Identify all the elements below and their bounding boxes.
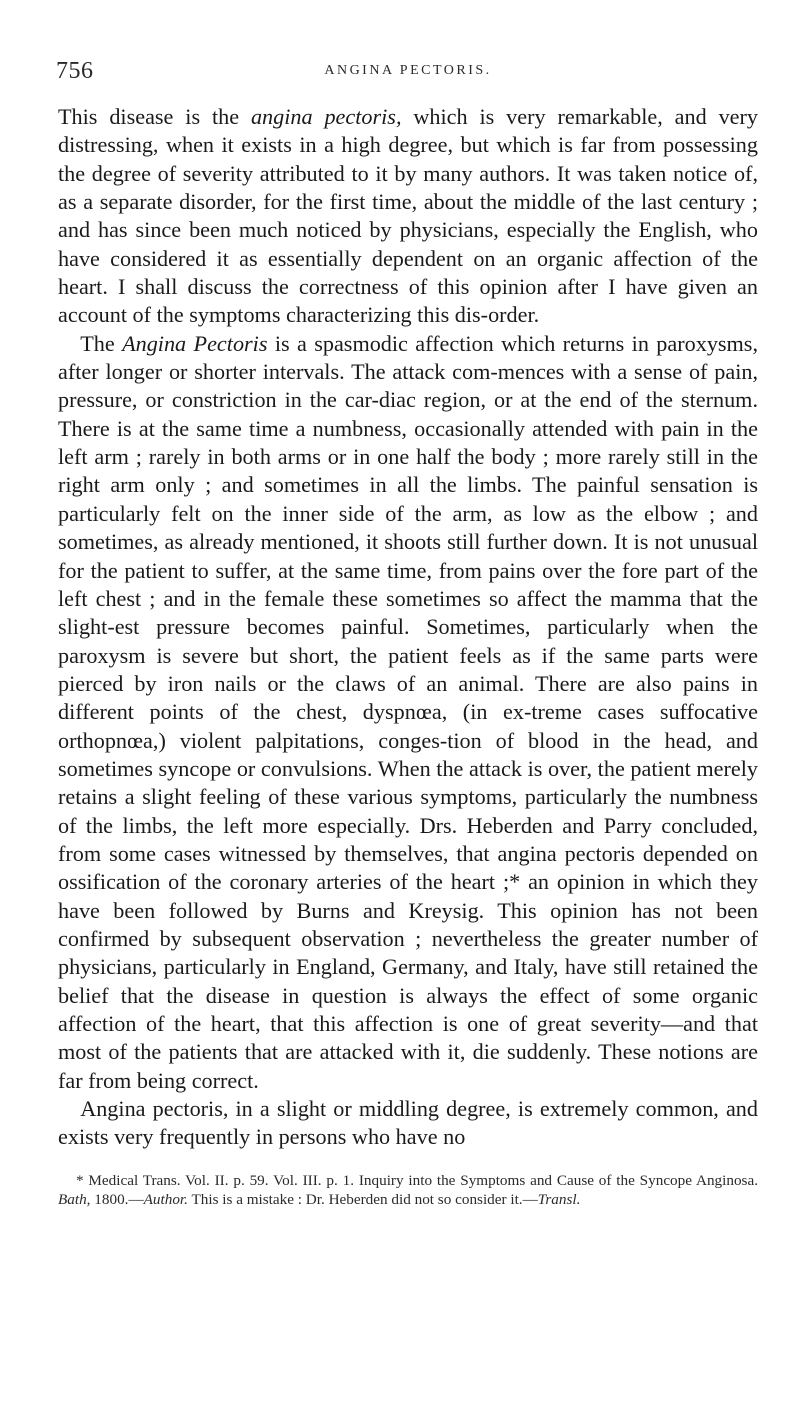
footnote-emphasis-2: Author. [143,1190,188,1208]
footnote-emphasis-3: Transl. [537,1190,581,1208]
footnote [58,1171,758,1209]
footnote-text-a: * Medical Trans. Vol. II. p. 59. Vol. III. p. 1. Inquiry into the Symptoms and Cause of the Syncope Anginosa. [76,1171,758,1189]
footnote-emphasis-1: Bath, [58,1190,91,1208]
paragraph-1-text-a: This disease is the [58,104,251,129]
page-number: 756 [56,58,94,84]
book-page [58,52,758,1209]
footnote-text [58,1171,758,1209]
running-head: ANGINA PECTORIS. [324,63,492,78]
footnote-text-b: 1800.— [90,1190,144,1208]
paragraph-1-emphasis: angina pectoris, [250,104,402,129]
paragraph-1 [58,103,758,330]
paragraph-1-text-b: which is very remarkable, and very distressing, when it exists in a high degree, but which is far from possessing the degree of severity attributed to it by many authors. It was taken notice of, as a separate disorder, for the first time, about the middle of the last century ; and has since been much noticed by physicians, especially the English, who have considered it as essentially dependent on an organic affection of the heart. I shall discuss the correctness of this opinion after I have given an account of the symptoms characterizing this dis-order. [58,104,759,328]
body-text [58,103,758,1152]
paragraph-2-text-b: is a spasmodic affection which returns in paroxysms, after longer or shorter intervals. The attack com-mences with a sense of pain, pressure, or constriction in the car-diac region, or at the end of the sternum. There is at the same time a numbness, occasionally attended with pain in the left arm ; rarely in both arms or in one half the body ; more rarely still in the right arm only ; and sometimes in all the limbs. The painful sensation is particularly felt on the inner side of the arm, as low as the elbow ; and sometimes, as already mentioned, it shoots still further down. It is not unusual for the patient to suffer, at the same time, from pains over the fore part of the left chest ; and in the female these sometimes so affect the mamma that the slight-est pressure becomes painful. Sometimes, particularly when the paroxysm is severe but short, the patient feels as if the same parts were pierced by iron nails or the claws of an animal. There are also pains in different points of the chest, dyspnœa, (in ex-treme cases suffocative orthopnœa,) violent palpitations, conges-tion of blood in the head, and sometimes syncope or convulsions. When the attack is over, the patient merely retains a slight feeling of these various symptoms, particularly the numbness of the limbs, the left more especially. Drs. Heberden and Parry concluded, from some cases witnessed by themselves, that angina pectoris depended on ossification of the coronary arteries of the heart ;* an opinion in which they have been followed by Burns and Kreysig. This opinion has not been confirmed by subsequent observation ; nevertheless the greater number of physicians, particularly in England, Germany, and Italy, have still retained the belief that the disease in question is always the effect of some organic affection of the heart, that this affection is one of great severity—and that most of the patients that are attacked with it, die suddenly. These notions are far from being correct. [58,330,758,1093]
paragraph-3-text: Angina pectoris, in a slight or middling degree, is extremely common, and exists very frequently in persons who have no [58,1096,758,1150]
page-header [58,52,758,90]
paragraph-3 [58,1095,758,1152]
paragraph-2-text-a: The [80,330,123,356]
paragraph-2-emphasis: Angina Pectoris [122,330,268,356]
paragraph-2 [58,330,758,1095]
footnote-text-c: This is a mistake : Dr. Heberden did not so consider it.— [187,1190,538,1208]
